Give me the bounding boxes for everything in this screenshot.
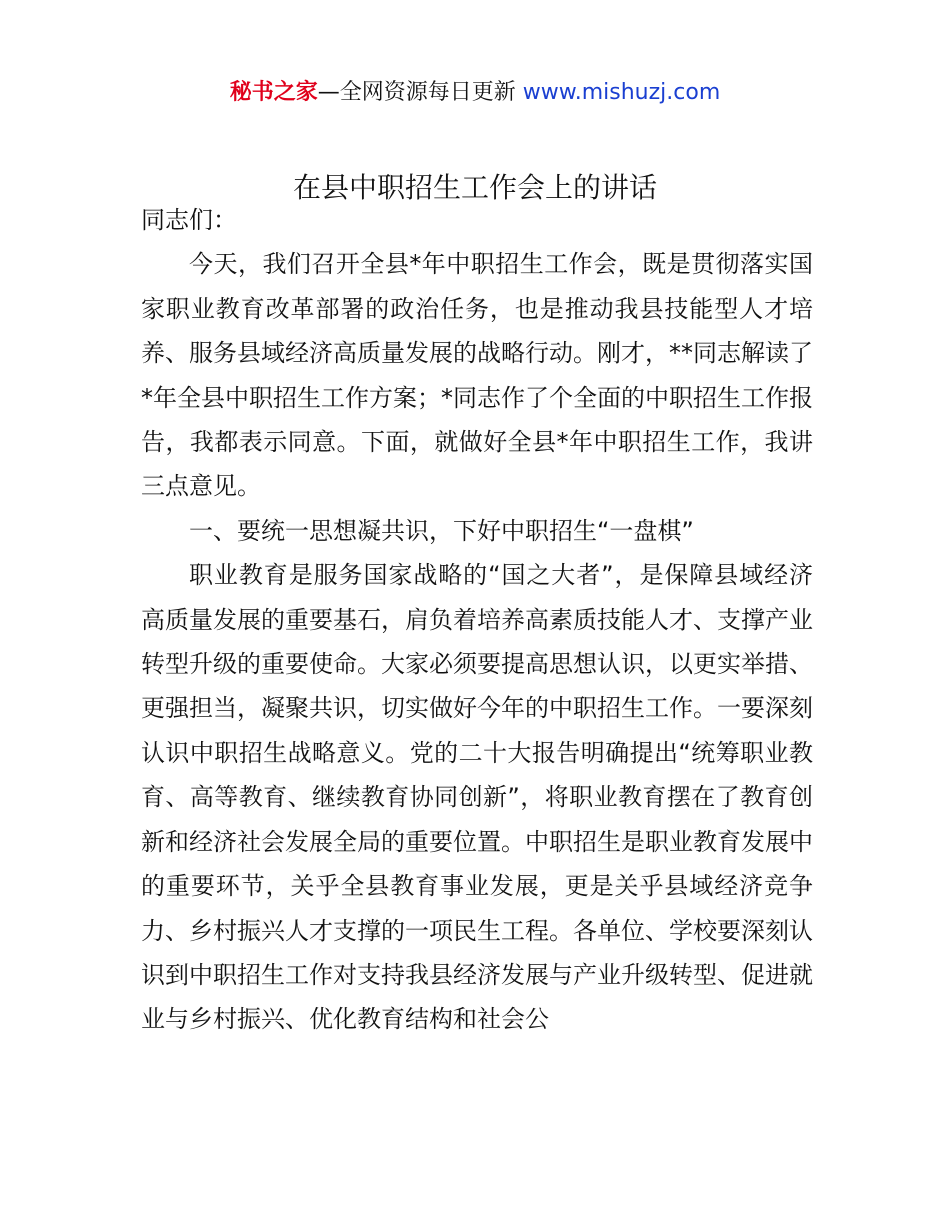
document-title: 在县中职招生工作会上的讲话 — [292, 171, 657, 204]
site-url-link[interactable]: www.mishuzj.com — [522, 80, 721, 105]
paragraph-section-1: 职业教育是服务国家战略的“国之大者”，是保障县域经济高质量发展的重要基石，肩负着培养高素质技能人才、支撑产业转型升级的重要使命。大家必须要提高思想认识，以更实举措、更强担当，凝聚共识，切实做好今年的中职招生工作。一要深刻认识中职招生战略意义。党的二十大报告明确提出“统筹职业教育、高等教育、继续教育协同创新”，将职业教育摆在了教育创新和经济社会发展全局的重要位置。中职招生是职业教育发展中的重要环节，关乎全县教育事业发展，更是关乎县域经济竞争力、乡村振兴人才支撑的一项民生工程。各单位、学校要深刻认识到中职招生工作对支持我县经济发展与产业升级转型、促进就业与乡村振兴、优化教育结构和社会公 — [141, 561, 813, 1034]
salutation: 同志们： — [141, 206, 237, 234]
paragraph-intro: 今天，我们召开全县*年中职招生工作会，既是贯彻落实国家职业教育改革部署的政治任务，也是推动我县技能型人才培养、服务县域经济高质量发展的战略行动。刚才，**同志解读了*年全县中职招生工作方案；*同志作了个全面的中职招生工作报告，我都表示同意。下面，就做好全县*年中职招生工作，我讲三点意见。 — [141, 250, 813, 501]
document-body — [141, 198, 813, 1042]
site-brand: 秘书之家 — [229, 80, 318, 105]
site-header — [0, 78, 950, 108]
site-tagline: —全网资源每日更新 — [317, 80, 523, 105]
section-heading-1: 一、要统一思想凝共识，下好中职招生“一盘棋” — [189, 516, 694, 545]
